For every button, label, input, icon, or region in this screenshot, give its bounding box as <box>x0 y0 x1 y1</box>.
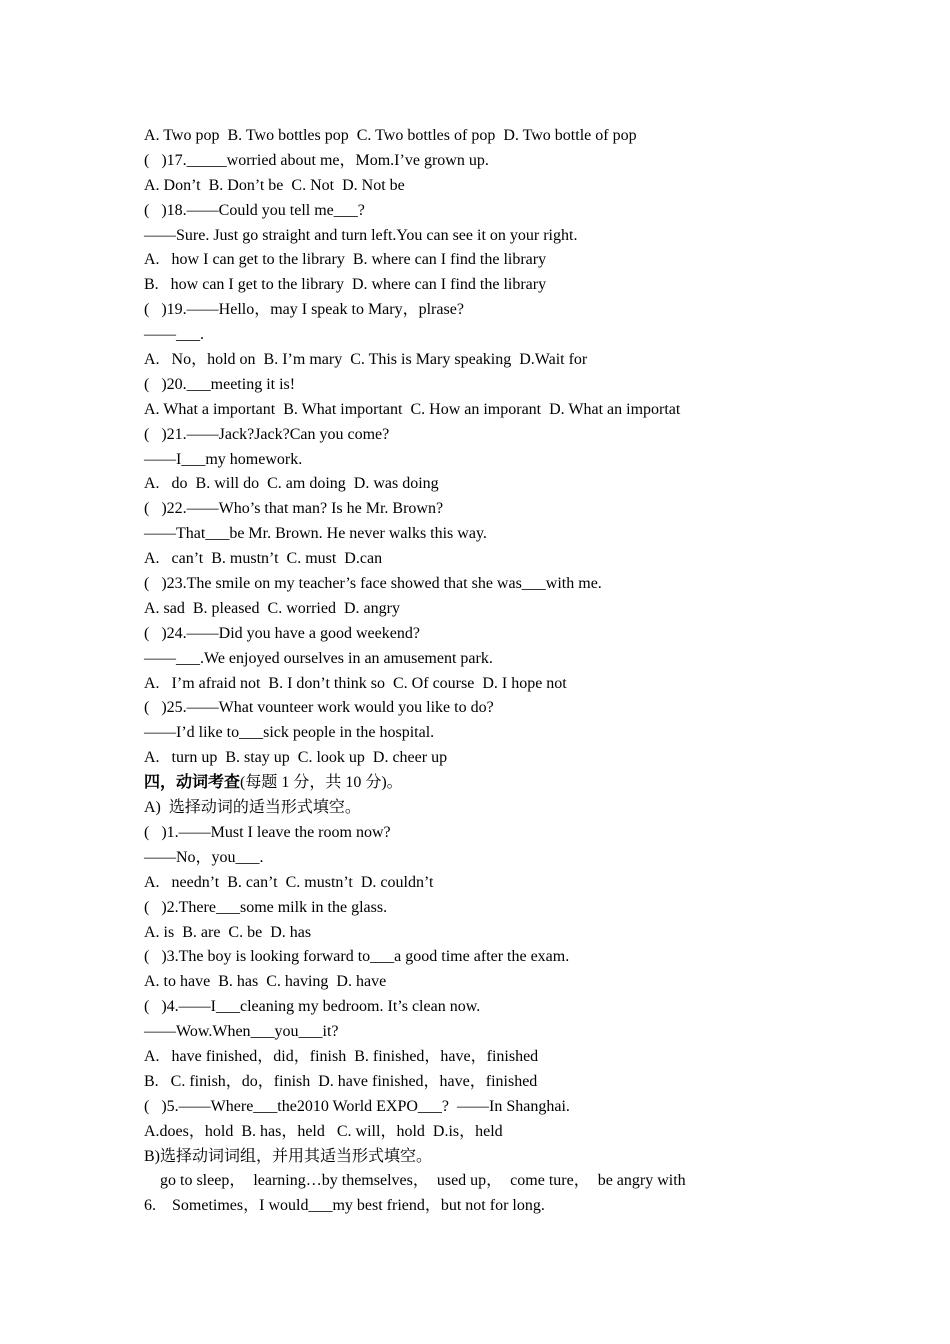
option-line-22: A. can’t B. mustn’t C. must D.can <box>144 550 383 568</box>
option-line-18a: A. how I can get to the library B. where can I find the library <box>144 251 547 269</box>
exam-page <box>144 124 844 1219</box>
question-21: ( )21.——Jack?Jack?Can you come? <box>144 425 390 443</box>
verb-question-1: ( )1.——Must I leave the room now? <box>144 823 391 841</box>
question-19-reply: ——___. <box>144 326 204 344</box>
question-22-reply: ——That___be Mr. Brown. He never walks this way. <box>144 525 487 543</box>
option-line-19: A. No，hold on B. I’m mary C. This is Mary speaking D.Wait for <box>144 351 588 369</box>
option-line-25: A. turn up B. stay up C. look up D. cheer up <box>144 749 448 767</box>
verb-option-line-2: A. is B. are C. be D. has <box>144 923 312 941</box>
verb-option-line-4a: A. have finished，did，finish B. finished，have，finished <box>144 1047 539 1065</box>
section-heading-note: (每题 1 分，共 10 分)。 <box>240 774 403 792</box>
question-25: ( )25.——What vounteer work would you like to do? <box>144 699 494 717</box>
part-b-instruction: B)选择动词词组，并用其适当形式填空。 <box>144 1147 433 1165</box>
option-line-21: A. do B. will do C. am doing D. was doing <box>144 475 439 493</box>
question-17: ( )17._____worried about me，Mom.I’ve grown up. <box>144 151 489 169</box>
verb-option-line-3: A. to have B. has C. having D. have <box>144 973 387 991</box>
question-21-reply: ——I___my homework. <box>144 450 303 468</box>
verb-option-line-5: A.does，hold B. has，held C. will，hold D.is，held <box>144 1122 503 1140</box>
fill-question-6: 6. Sometimes，I would___my best friend，but not for long. <box>144 1197 545 1215</box>
question-20: ( )20.___meeting it is! <box>144 375 296 393</box>
question-19: ( )19.——Hello，may I speak to Mary，plrase? <box>144 301 464 319</box>
option-line-20: A. What a important B. What important C. How an imporant D. What an importat <box>144 400 681 418</box>
part-a-instruction: A) 选择动词的适当形式填空。 <box>144 799 361 817</box>
verb-option-line-1: A. needn’t B. can’t C. mustn’t D. couldn’t <box>144 873 434 891</box>
question-24: ( )24.——Did you have a good weekend? <box>144 624 420 642</box>
section-heading <box>144 771 844 796</box>
question-23: ( )23.The smile on my teacher’s face showed that she was___with me. <box>144 575 602 593</box>
option-line-23: A. sad B. pleased C. worried D. angry <box>144 599 400 617</box>
verb-question-5: ( )5.——Where___the2010 World EXPO___? ——In Shanghai. <box>144 1097 570 1115</box>
verb-question-3: ( )3.The boy is looking forward to___a good time after the exam. <box>144 948 570 966</box>
option-line-24: A. I’m afraid not B. I don’t think so C. Of course D. I hope not <box>144 674 567 692</box>
question-18-reply: ——Sure. Just go straight and turn left.You can see it on your right. <box>144 226 578 244</box>
phrase-bank: go to sleep， learning…by themselves， used up， come ture， be angry with <box>144 1172 686 1190</box>
verb-question-1-reply: ——No，you___. <box>144 848 264 866</box>
verb-question-2: ( )2.There___some milk in the glass. <box>144 898 388 916</box>
question-18: ( )18.——Could you tell me___? <box>144 201 365 219</box>
option-line-16: A. Two pop B. Two bottles pop C. Two bottles of pop D. Two bottle of pop <box>144 127 637 144</box>
verb-question-4-reply: ——Wow.When___you___it? <box>144 1023 339 1041</box>
question-24-reply: ——___.We enjoyed ourselves in an amusement park. <box>144 649 493 667</box>
verb-question-4: ( )4.——I___cleaning my bedroom. It’s clean now. <box>144 998 481 1016</box>
section-heading-title: 四，动词考查 <box>144 774 241 792</box>
option-line-18b: B. how can I get to the library D. where can I find the library <box>144 276 547 294</box>
option-line-17: A. Don’t B. Don’t be C. Not D. Not be <box>144 176 405 194</box>
question-22: ( )22.——Who’s that man? Is he Mr. Brown? <box>144 500 444 518</box>
question-25-reply: ——I’d like to___sick people in the hospital. <box>144 724 435 742</box>
verb-option-line-4b: B. C. finish，do，finish D. have finished，have，finished <box>144 1072 538 1090</box>
